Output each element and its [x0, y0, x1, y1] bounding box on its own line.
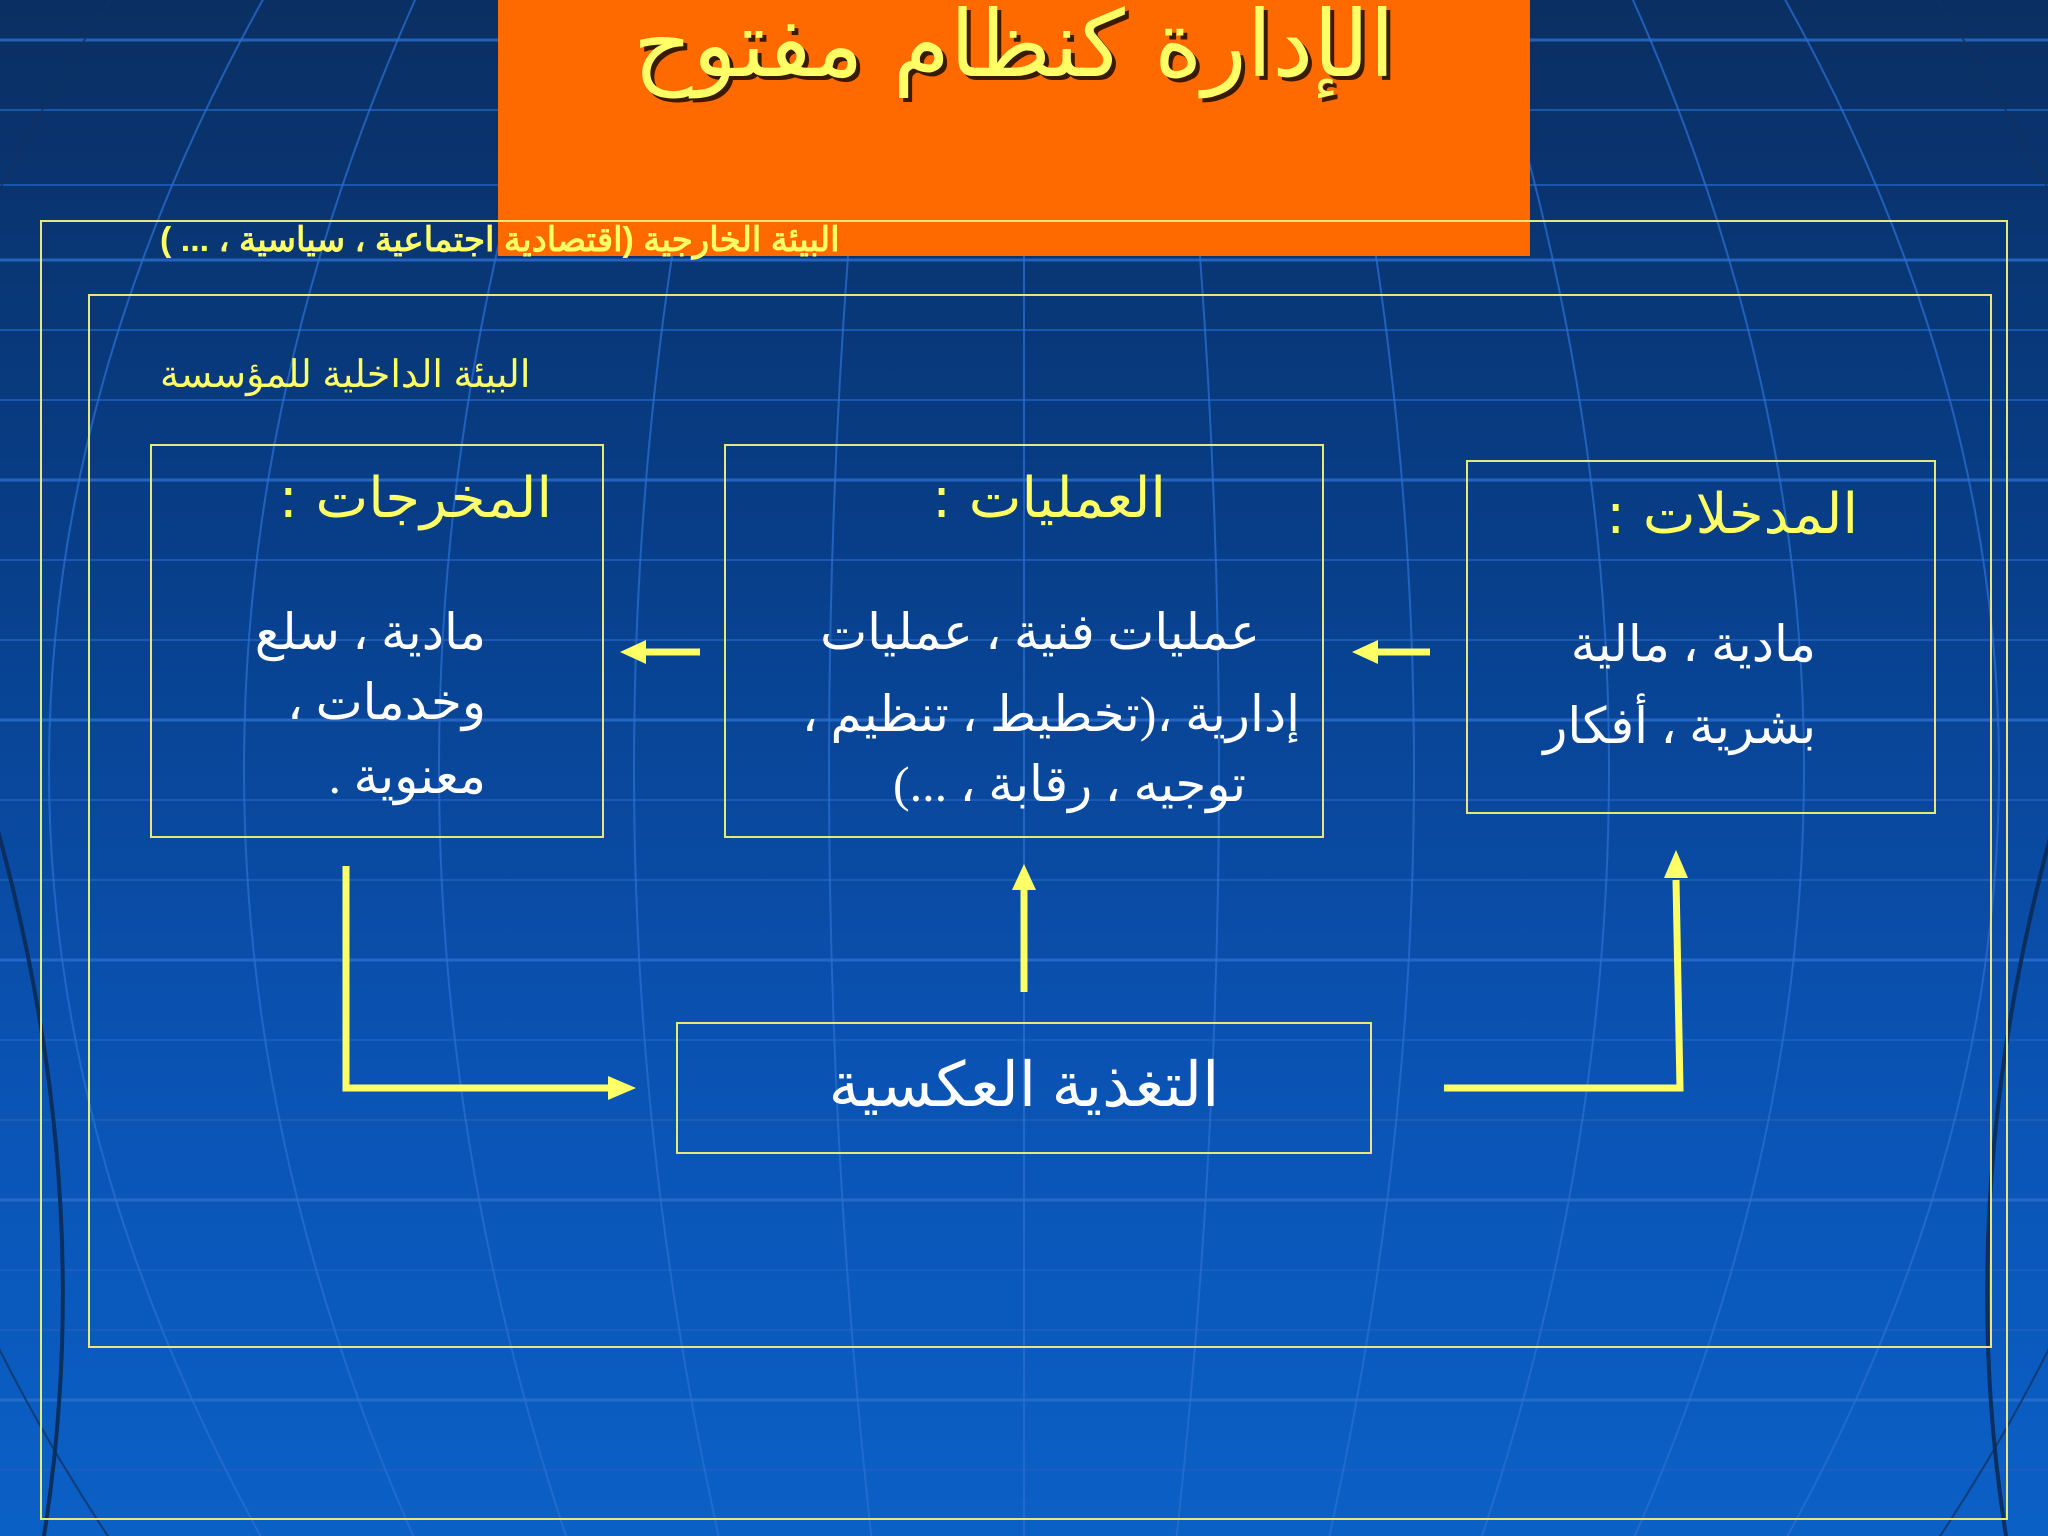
outputs-line-1: مادية ، سلع [254, 604, 486, 660]
arrowhead-inputs-up [1664, 850, 1688, 878]
feedback-label: التغذية العكسية [828, 1052, 1220, 1120]
arrowhead-outputs [620, 640, 646, 664]
outputs-heading: المخرجات : [278, 466, 552, 531]
inputs-heading: المدخلات : [1606, 482, 1858, 547]
inputs-line-1: مادية ، مالية [1570, 616, 1816, 672]
arrow-outputs-to-feedback [346, 866, 610, 1088]
arrowhead-processes [1352, 640, 1378, 664]
arrowhead-processes-up [1012, 864, 1036, 890]
processes-heading: العمليات : [932, 466, 1166, 531]
internal-environment-label: البيئة الداخلية للمؤسسة [160, 354, 531, 396]
inputs-line-2: بشرية ، أفكار [1543, 698, 1816, 754]
arrow-feedback-to-inputs [1444, 880, 1680, 1088]
processes-line-1: عمليات فنية ، عمليات [820, 604, 1260, 660]
outputs-line-3: معنوية . [328, 748, 486, 804]
external-environment-label: البيئة الخارجية (اقتصادية اجتماعية ، سياسية ، ... ) [160, 221, 840, 259]
page-title: الإدارة كنظام مفتوح [633, 0, 1395, 98]
processes-line-2: إدارية ،(تخطيط ، تنظيم ، [801, 686, 1300, 742]
processes-line-3: توجيه ، رقابة ، ...) [893, 756, 1246, 812]
arrowhead-feedback [608, 1076, 636, 1100]
outputs-line-2: وخدمات ، [286, 674, 486, 730]
